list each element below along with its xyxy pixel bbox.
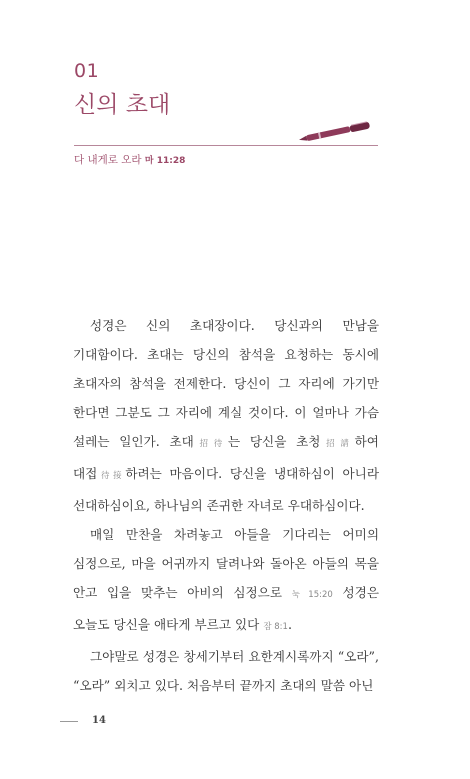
chapter-title: 신의 초대 xyxy=(74,92,171,118)
chapter-subtitle xyxy=(74,152,185,167)
footer-divider xyxy=(60,721,78,722)
paragraph-2: 매일 만찬을 차려놓고 아들을 기다리는 어미의 심정으로, 마을 어귀까지 달려나와 돌아온 아들의 목을 안고 입을 맞추는 아비의 심정으로 눅 15:20 성경은 오늘도 당신을 애타게 부르고 있다 잠 8:1. xyxy=(73,527,379,632)
hanja-annotation: 招待 xyxy=(193,439,228,449)
subtitle-text: 다 내게로 오라 xyxy=(74,154,142,166)
scripture-reference: 눅 15:20 xyxy=(291,590,333,600)
hanja-annotation: 待接 xyxy=(97,471,126,481)
paragraph-3: 그야말로 성경은 창세기부터 요한계시록까지 “오라”, “오라” 외치고 있다. 처음부터 끝까지 초대의 말씀 아닌 xyxy=(73,649,379,693)
subtitle-reference: 마 11:28 xyxy=(144,156,186,166)
title-divider xyxy=(74,145,378,146)
body-text xyxy=(73,311,379,700)
page-number: 14 xyxy=(92,715,106,726)
fountain-pen-icon xyxy=(296,120,376,142)
paragraph-1: 성경은 신의 초대장이다. 당신과의 만남을 기대함이다. 초대는 당신의 참석을 요청하는 동시에 초대자의 참석을 전제한다. 당신이 그 자리에 가기만 한다면 그분도 그 자리에 계실 것이다. 이 얼마나 가슴 설레는 일인가. 초대招待는 당신을 초청招請하여 대접待接하려는 마음이다. 당신을 냉대하심이 아니라 선대하심이요, 하나님의 존귀한 자녀로 우대하심이다. xyxy=(73,318,379,513)
chapter-number: 01 xyxy=(74,60,100,82)
scripture-reference: 잠 8:1 xyxy=(263,622,288,632)
hanja-annotation: 招請 xyxy=(320,439,355,449)
